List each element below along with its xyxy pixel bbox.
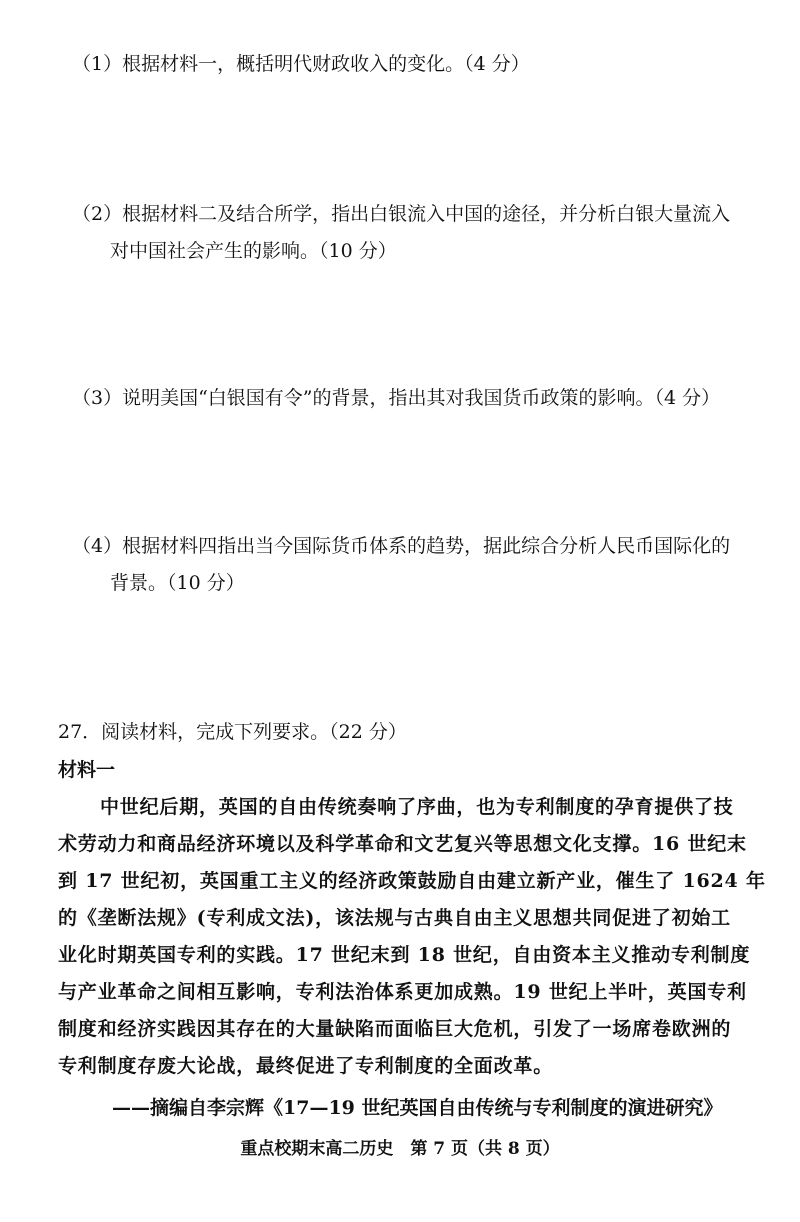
question-2-line-2: 对中国社会产生的影响。（10 分） <box>110 240 397 262</box>
question-3: （3）说明美国“白银国有令”的背景，指出其对我国货币政策的影响。（4 分） <box>72 387 721 409</box>
material-paragraph-line: 制度和经济实践因其存在的大量缺陷而面临巨大危机，引发了一场席卷欧洲的 <box>58 1018 732 1040</box>
material-paragraph-line: 术劳动力和商品经济环境以及科学革命和文艺复兴等思想文化支撑。16 世纪末 <box>58 833 747 855</box>
source-citation: ——摘编自李宗辉《17—19 世纪英国自由传统与专利制度的演进研究》 <box>112 1097 723 1119</box>
question-27-title: 27．阅读材料，完成下列要求。（22 分） <box>58 721 407 743</box>
material-paragraph-line: 专利制度存废大论战，最终促进了专利制度的全面改革。 <box>58 1055 554 1077</box>
question-4-line-2: 背景。（10 分） <box>110 572 245 594</box>
question-2-line-1: （2）根据材料二及结合所学，指出白银流入中国的途径，并分析白银大量流入 <box>72 203 731 225</box>
material-one-label: 材料一 <box>58 759 116 781</box>
material-paragraph-line: 到 17 世纪初，英国重工主义的经济政策鼓励自由建立新产业，催生了 1624 年 <box>58 870 766 892</box>
question-1: （1）根据材料一，概括明代财政收入的变化。（4 分） <box>72 53 530 75</box>
material-paragraph-line: 的《垄断法规》(专利成文法)，该法规与古典自由主义思想共同促进了初始工 <box>58 907 731 929</box>
page-footer: 重点校期末高二历史 第 7 页（共 8 页） <box>240 1139 560 1159</box>
material-paragraph-line: 中世纪后期，英国的自由传统奏响了序曲，也为专利制度的孕育提供了技 <box>100 796 734 818</box>
question-4-line-1: （4）根据材料四指出当今国际货币体系的趋势，据此综合分析人民币国际化的 <box>72 535 731 557</box>
material-paragraph-line: 业化时期英国专利的实践。17 世纪末到 18 世纪，自由资本主义推动专利制度 <box>58 944 751 966</box>
material-paragraph-line: 与产业革命之间相互影响，专利法治体系更加成熟。19 世纪上半叶，英国专利 <box>58 981 747 1003</box>
